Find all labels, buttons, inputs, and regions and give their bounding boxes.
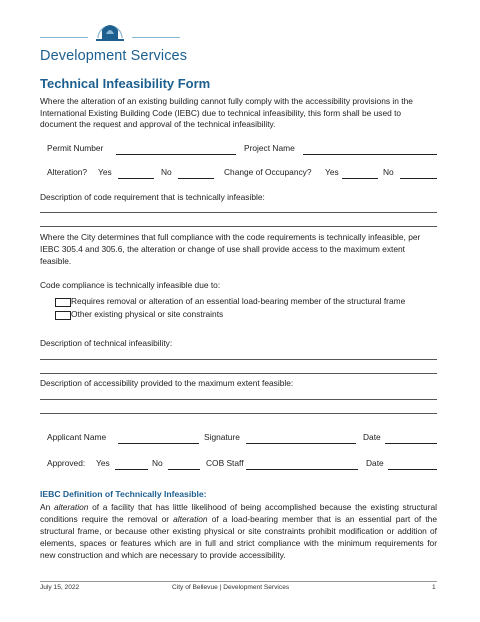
footer-divider xyxy=(40,581,437,582)
form-title: Technical Infeasibility Form xyxy=(40,76,211,91)
approved-date-label: Date xyxy=(366,458,384,468)
change-occupancy-label: Change of Occupancy? xyxy=(224,167,312,177)
desc-infeasibility-label: Description of technical infeasibility: xyxy=(40,338,173,348)
iebc-definition-text xyxy=(40,501,437,561)
approved-date-field[interactable] xyxy=(388,469,437,470)
project-name-field[interactable] xyxy=(303,154,437,155)
code-requirement-label: Description of code requirement that is technically infeasible: xyxy=(40,192,265,202)
alteration-yes-field[interactable] xyxy=(118,178,154,179)
desc-infeasibility-line-1[interactable] xyxy=(40,359,437,360)
desc-infeasibility-line-2[interactable] xyxy=(40,373,437,374)
approved-yes-label: Yes xyxy=(96,458,110,468)
applicant-date-label: Date xyxy=(363,432,381,442)
city-determination-text: Where the City determines that full compliance with the code requirements is technically infeasible, per IEBC 305.4 and 305.6, the alteration or change of use shall provide access to the maximum extent feasible. xyxy=(40,232,421,267)
logo xyxy=(40,12,188,68)
definition-text-part: An xyxy=(40,502,54,512)
applicant-name-field[interactable] xyxy=(118,443,199,444)
occupancy-no-label: No xyxy=(383,167,394,177)
footer-center: City of Bellevue | Development Services xyxy=(172,584,290,591)
alteration-no-field[interactable] xyxy=(178,178,214,179)
option-site-label: Other existing physical or site constraints xyxy=(71,309,224,319)
option-site-checkbox[interactable] xyxy=(55,311,71,320)
permit-number-label: Permit Number xyxy=(47,143,104,153)
alteration-yes-label: Yes xyxy=(98,167,112,177)
definition-text-part: of a load-bearing member that is an essential part of the structural frame, or because other existing physical or site constraints prohibit modification or addition of elements, spaces or features which are in full and strict compliance with the minimum requirements for new construction and which are necessary to provide accessibility. xyxy=(40,514,437,561)
code-requirement-line-1[interactable] xyxy=(40,212,437,213)
intro-text: Where the alteration of an existing building cannot fully comply with the accessibility provisions in the International Existing Building Code (IEBC) due to technical infeasibility, this form shall be used to document the request and approval of the technical infeasibility. xyxy=(40,96,413,130)
logo-rule-left xyxy=(40,37,88,38)
desc-accessibility-label: Description of accessibility provided to the maximum extent feasible: xyxy=(40,378,294,388)
applicant-date-field[interactable] xyxy=(385,443,437,444)
occupancy-yes-label: Yes xyxy=(325,167,339,177)
approved-no-field[interactable] xyxy=(168,469,200,470)
occupancy-no-field[interactable] xyxy=(400,178,437,179)
page-number: 1 xyxy=(432,584,436,591)
occupancy-yes-field[interactable] xyxy=(342,178,378,179)
city-seal-icon xyxy=(92,12,128,46)
footer-date: July 15, 2022 xyxy=(40,584,80,591)
alteration-label: Alteration? xyxy=(47,167,88,177)
iebc-definition-heading: IEBC Definition of Technically Infeasible: xyxy=(40,489,207,499)
desc-accessibility-line-2[interactable] xyxy=(40,413,437,414)
alteration-no-label: No xyxy=(161,167,172,177)
signature-field[interactable] xyxy=(246,443,356,444)
definition-emphasis: alteration xyxy=(53,502,89,512)
applicant-name-label: Applicant Name xyxy=(47,432,107,442)
project-name-label: Project Name xyxy=(244,143,295,153)
cob-staff-label: COB Staff xyxy=(206,458,244,468)
signature-label: Signature xyxy=(204,432,240,442)
approved-no-label: No xyxy=(152,458,163,468)
compliance-label: Code compliance is technically infeasible due to: xyxy=(40,280,221,290)
definition-emphasis: alteration xyxy=(173,514,208,525)
option-structural-checkbox[interactable] xyxy=(55,298,71,307)
desc-accessibility-line-1[interactable] xyxy=(40,399,437,400)
cob-staff-field[interactable] xyxy=(246,469,358,470)
brand-name: Development Services xyxy=(40,48,188,64)
approved-label: Approved: xyxy=(47,458,86,468)
option-structural-label: Requires removal or alteration of an essential load-bearing member of the structural frame xyxy=(71,296,406,306)
permit-number-field[interactable] xyxy=(116,154,236,155)
definition-text-part: of a facility that has little likelihood of being accomplished because the existing structural conditions require the removal or xyxy=(40,502,437,525)
logo-rule-right xyxy=(132,37,180,38)
approved-yes-field[interactable] xyxy=(115,469,148,470)
code-requirement-line-2[interactable] xyxy=(40,226,437,227)
